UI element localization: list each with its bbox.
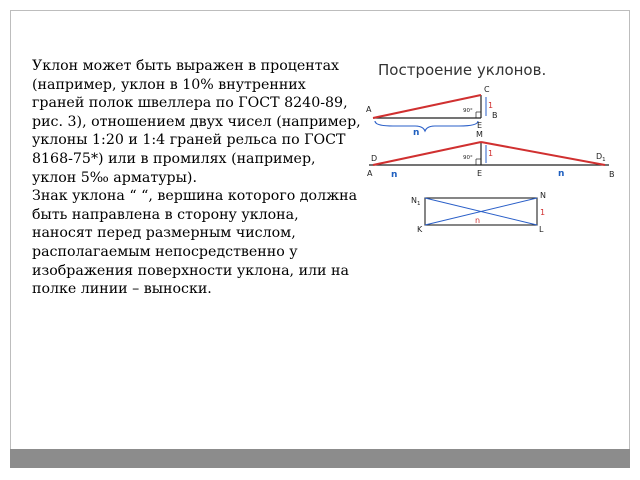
fig1-label-n: n — [413, 128, 420, 138]
fig3-label-k: K — [417, 225, 423, 234]
paragraph-slope-sign: Знак уклона “ “, вершина которого должна быть направлена в сторону уклона, наносят перед размерным числом, располагаемым непосредственно у изображения поверхности уклона, или на полке линии – выноски. — [32, 188, 358, 298]
fig2-label-angle: 90° — [463, 155, 473, 161]
figure-2 — [367, 130, 615, 180]
fig1-slope-line — [373, 95, 481, 118]
fig1-label-b: B — [492, 111, 498, 120]
fig2-label-a: A — [367, 169, 373, 178]
fig2-label-b: B — [609, 170, 615, 179]
fig1-label-angle: 90° — [463, 108, 473, 114]
fig2-slope-left — [373, 142, 481, 165]
fig2-label-m: M — [476, 130, 483, 139]
fig2-label-n-right: n — [558, 169, 565, 179]
fig1-label-a: A — [366, 105, 372, 114]
figure-3 — [411, 191, 546, 234]
fig2-label-d1: $D_1$ — [596, 152, 606, 163]
paragraph-slope-expression: Уклон может быть выражен в процентах (например, уклон в 10% внутренних граней полок швеллера по ГОСТ 8240-89, рис. 3), отношением двух чисел (например, уклоны 1:20 и 1:4 граней рельса по ГОСТ 8168-75*) или в промилях (например, уклон 5‰ арматуры). — [32, 58, 361, 186]
fig1-label-e: E — [477, 121, 483, 130]
fig3-label-l: L — [539, 225, 544, 234]
fig3-label-n: N — [540, 191, 546, 200]
slide-body-text — [32, 57, 362, 299]
slide-bottom-bar — [10, 449, 630, 468]
fig1-label-one: 1 — [488, 101, 494, 110]
diagram-title: Построение уклонов. — [378, 61, 547, 79]
fig3-label-one: 1 — [540, 208, 546, 217]
fig2-label-one: 1 — [488, 149, 494, 158]
fig2-label-d: D — [371, 154, 378, 163]
fig2-label-e: E — [477, 169, 483, 178]
fig2-label-n-left: n — [391, 170, 398, 180]
fig1-brace-n — [375, 121, 478, 131]
fig1-label-c: C — [484, 85, 490, 94]
fig2-slope-right — [481, 142, 605, 165]
diagram-svg — [363, 55, 625, 270]
fig3-label-n1: $N_1$ — [411, 196, 421, 207]
slope-construction-diagram — [363, 55, 625, 270]
fig3-label-n-lower: n — [475, 216, 481, 225]
